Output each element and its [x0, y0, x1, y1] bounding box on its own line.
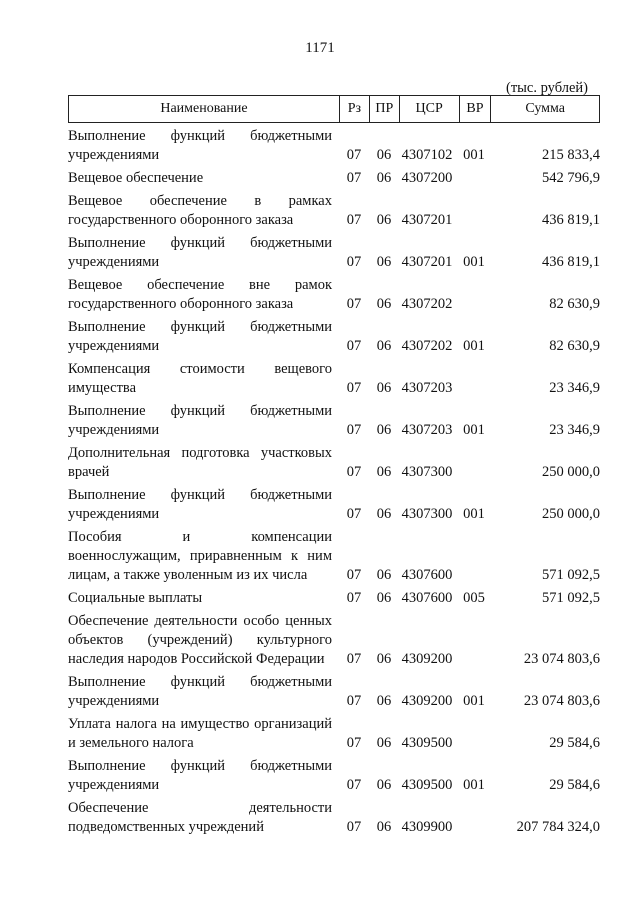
row-rz: 07: [346, 506, 362, 522]
row-pr: 06: [376, 212, 392, 228]
row-csr: 4307200: [401, 170, 453, 186]
row-pr: 06: [376, 338, 392, 354]
row-sum: 215 833,4: [542, 147, 600, 163]
row-sum: 571 092,5: [542, 590, 600, 606]
row-sum: 82 630,9: [549, 296, 600, 312]
row-csr: 4309900: [401, 819, 453, 835]
row-vr: 001: [463, 338, 485, 354]
row-name: Социальные выплаты: [68, 590, 203, 606]
row-name: Уплата налога на имущество организаций и земельного налога: [68, 716, 332, 751]
row-sum: 23 074 803,6: [523, 693, 600, 709]
row-sum: 23 346,9: [549, 422, 600, 438]
row-name: Вещевое обеспечение вне рамок государственного оборонного заказа: [68, 277, 332, 312]
row-rz: 07: [346, 380, 362, 396]
row-rz: 07: [346, 777, 362, 793]
row-pr: 06: [376, 506, 392, 522]
row-csr: 4307203: [401, 380, 453, 396]
row-pr: 06: [376, 693, 392, 709]
row-name: Выполнение функций бюджетными учреждениями: [68, 674, 332, 709]
row-pr: 06: [376, 590, 392, 606]
row-pr: 06: [376, 254, 392, 270]
header-csr: ЦСР: [400, 96, 460, 122]
table-row: [68, 276, 600, 314]
row-sum: 82 630,9: [549, 338, 600, 354]
row-rz: 07: [346, 464, 362, 480]
header-pr: ПР: [370, 96, 400, 122]
row-pr: 06: [376, 735, 392, 751]
row-sum: 207 784 324,0: [516, 819, 600, 835]
budget-table: [68, 95, 600, 837]
row-csr: 4307600: [401, 567, 453, 583]
row-vr: 005: [463, 590, 485, 606]
row-sum: 542 796,9: [542, 170, 600, 186]
row-name: Компенсация стоимости вещевого имущества: [68, 361, 332, 396]
row-name: Выполнение функций бюджетными учреждениями: [68, 487, 332, 522]
row-name: Выполнение функций бюджетными учреждениями: [68, 235, 332, 270]
header-vr: ВР: [460, 96, 492, 122]
row-name: Выполнение функций бюджетными учреждениями: [68, 128, 332, 163]
table-row: [68, 528, 600, 585]
table-row: [68, 757, 600, 795]
row-vr: 001: [463, 693, 485, 709]
table-body: [68, 127, 600, 837]
table-row: [68, 612, 600, 669]
row-rz: 07: [346, 254, 362, 270]
row-csr: 4309500: [401, 735, 453, 751]
row-sum: 436 819,1: [542, 254, 600, 270]
row-rz: 07: [346, 422, 362, 438]
row-csr: 4307300: [401, 464, 453, 480]
row-pr: 06: [376, 651, 392, 667]
table-row: [68, 169, 600, 188]
row-rz: 07: [346, 735, 362, 751]
row-csr: 4309200: [401, 693, 453, 709]
row-sum: 250 000,0: [542, 506, 600, 522]
table-row: [68, 589, 600, 608]
row-vr: 001: [463, 254, 485, 270]
row-pr: 06: [376, 380, 392, 396]
row-csr: 4307102: [401, 147, 453, 163]
table-row: [68, 192, 600, 230]
row-name: Выполнение функций бюджетными учреждениями: [68, 758, 332, 793]
row-csr: 4307202: [401, 296, 453, 312]
table-row: [68, 234, 600, 272]
row-name: Обеспечение деятельности подведомственных учреждений: [68, 800, 332, 835]
row-pr: 06: [376, 170, 392, 186]
header-rz: Рз: [340, 96, 370, 122]
table-row: [68, 799, 600, 837]
row-csr: 4307201: [401, 254, 453, 270]
row-csr: 4309500: [401, 777, 453, 793]
row-rz: 07: [346, 567, 362, 583]
row-pr: 06: [376, 819, 392, 835]
row-rz: 07: [346, 651, 362, 667]
row-rz: 07: [346, 296, 362, 312]
row-rz: 07: [346, 212, 362, 228]
row-rz: 07: [346, 338, 362, 354]
row-csr: 4309200: [401, 651, 453, 667]
page-number: 1171: [305, 40, 335, 56]
row-sum: 436 819,1: [542, 212, 600, 228]
row-csr: 4307201: [401, 212, 453, 228]
row-sum: 23 346,9: [549, 380, 600, 396]
row-name: Выполнение функций бюджетными учреждениями: [68, 319, 332, 354]
row-sum: 29 584,6: [549, 735, 600, 751]
row-rz: 07: [346, 147, 362, 163]
table-row: [68, 402, 600, 440]
row-name: Пособия и компенсации военнослужащим, приравненным к ним лицам, а также уволенным из их числа: [68, 529, 332, 583]
row-rz: 07: [346, 590, 362, 606]
row-sum: 571 092,5: [542, 567, 600, 583]
row-rz: 07: [346, 819, 362, 835]
row-name: Вещевое обеспечение в рамках государственного оборонного заказа: [68, 193, 332, 228]
table-row: [68, 486, 600, 524]
table-row: [68, 360, 600, 398]
units-note: (тыс. рублей): [506, 80, 588, 96]
row-vr: 001: [463, 422, 485, 438]
row-csr: 4307600: [401, 590, 453, 606]
table-row: [68, 715, 600, 753]
row-sum: 250 000,0: [542, 464, 600, 480]
row-sum: 29 584,6: [549, 777, 600, 793]
header-name: Наименование: [69, 96, 340, 122]
row-sum: 23 074 803,6: [523, 651, 600, 667]
header-sum: Сумма: [525, 101, 566, 116]
row-vr: 001: [463, 147, 485, 163]
table-row: [68, 318, 600, 356]
row-rz: 07: [346, 170, 362, 186]
table-header: [68, 95, 600, 123]
row-pr: 06: [376, 422, 392, 438]
table-row: [68, 127, 600, 165]
row-pr: 06: [376, 147, 392, 163]
row-csr: 4307202: [401, 338, 453, 354]
row-pr: 06: [376, 567, 392, 583]
row-name: Выполнение функций бюджетными учреждениями: [68, 403, 332, 438]
row-csr: 4307300: [401, 506, 453, 522]
row-pr: 06: [376, 777, 392, 793]
row-vr: 001: [463, 777, 485, 793]
row-name: Дополнительная подготовка участковых врачей: [68, 445, 332, 480]
row-pr: 06: [376, 296, 392, 312]
table-row: [68, 673, 600, 711]
row-name: Обеспечение деятельности особо ценных объектов (учреждений) культурного наследия народов Российской Федерации: [68, 613, 332, 667]
row-rz: 07: [346, 693, 362, 709]
table-row: [68, 444, 600, 482]
row-pr: 06: [376, 464, 392, 480]
row-vr: 001: [463, 506, 485, 522]
row-csr: 4307203: [401, 422, 453, 438]
row-name: Вещевое обеспечение: [68, 170, 204, 186]
